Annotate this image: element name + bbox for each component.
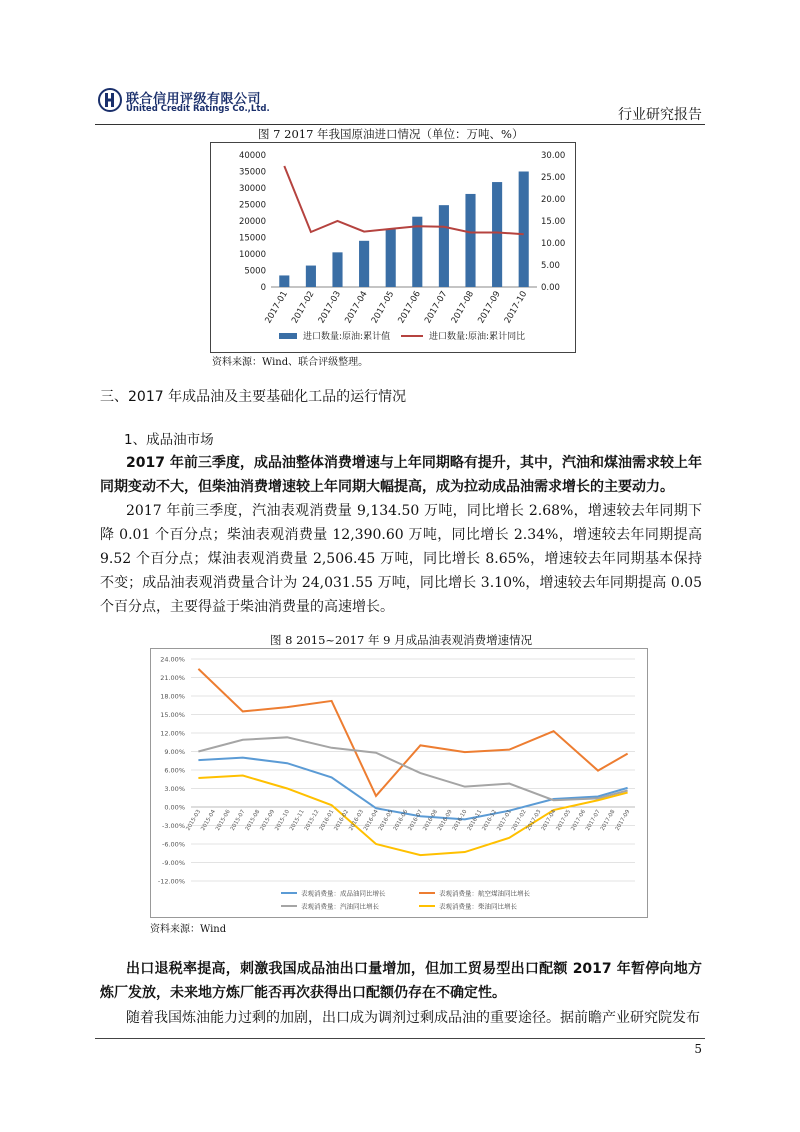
left-axis-tick: 25000 xyxy=(238,200,266,211)
x-axis-tick: 2016-03 xyxy=(348,809,365,832)
right-axis-tick: 25.00 xyxy=(541,173,566,183)
x-axis-tick: 2016-01 xyxy=(318,809,336,832)
x-axis-tick: 2017-02 xyxy=(511,809,528,832)
x-axis-tick: 2015-09 xyxy=(259,809,277,832)
bar-import-cumulative xyxy=(359,241,369,287)
bar-import-cumulative xyxy=(465,194,475,287)
x-axis-tick: 2016-09 xyxy=(437,809,454,832)
paragraph-summary: 2017 年前三季度，成品油整体消费增速与上年同期略有提升，其中，汽油和煤油需求较上年同期变动不大，但柴油消费增速较上年同期大幅提高，成为拉动成品油需求增长的主要动力。 xyxy=(100,455,702,495)
x-axis-tick: 2017-09 xyxy=(476,289,503,326)
legend-label-bar: 进口数量:原油:累计值 xyxy=(303,332,391,342)
x-axis-tick: 2015-06 xyxy=(215,809,232,832)
company-name-cn: 联合信用评级有限公司 xyxy=(126,92,262,107)
x-axis-tick: 2015-04 xyxy=(200,809,217,832)
company-name-en: United Credit Ratings Co.,Ltd. xyxy=(126,104,270,114)
legend-label-line: 进口数量:原油:累计同比 xyxy=(429,332,526,342)
x-axis-tick: 2017-01 xyxy=(263,289,290,326)
left-axis-tick: 30000 xyxy=(238,184,266,194)
left-axis-tick: 35000 xyxy=(238,167,266,178)
y-axis-tick: 3.00% xyxy=(164,785,185,793)
x-axis-tick: 2015-11 xyxy=(289,809,306,832)
left-axis-tick: 10000 xyxy=(238,250,266,260)
x-axis-tick: 2017-02 xyxy=(290,289,317,326)
y-axis-tick: -6.00% xyxy=(162,840,185,849)
y-axis-tick: -12.00% xyxy=(157,877,185,886)
right-axis-tick: 30.00 xyxy=(541,151,566,161)
y-axis-tick: 6.00% xyxy=(164,766,185,775)
right-axis-tick: 5.00 xyxy=(541,261,560,271)
paragraph-consumption: 2017 年前三季度，汽油表观消费量 9,134.50 万吨，同比增长 2.68%，增速较去年同期下降 0.01 个百分点；柴油表观消费量 12,390.60 万吨，同比增长 2.34%，增速较去年同期提高 9.52 个百分点；煤油表观消费量 2,506.45 万吨，同比增长 8.65%，增速较去年同期基本保持不变；成品油表观消费量合计为 24,031.55 万吨，同比增长 3.10%，增速较去年同期提高 0.05 个百分点，主要得益于柴油消费量的高速增长。 xyxy=(100,503,702,615)
right-axis-tick: 15.00 xyxy=(541,217,566,227)
figure7-title: 图 7 2017 年我国原油进口情况（单位：万吨、%） xyxy=(258,127,524,141)
figure8-chart xyxy=(151,649,647,917)
series-line xyxy=(198,669,627,796)
left-axis-tick: 40000 xyxy=(238,151,266,161)
right-axis-tick: 0.00 xyxy=(541,283,560,293)
paragraph-refining: 随着我国炼油能力过剩的加剧，出口成为调剂过剩成品油的重要途径。据前瞻产业研究院发布 xyxy=(126,1010,700,1026)
header-divider xyxy=(95,124,705,125)
footer-divider xyxy=(95,1038,705,1039)
x-axis-tick: 2017-09 xyxy=(614,809,632,832)
x-axis-tick: 2016-11 xyxy=(466,809,484,832)
x-axis-tick: 2017-05 xyxy=(555,809,573,832)
x-axis-tick: 2017-08 xyxy=(599,809,617,832)
section-heading: 三、2017 年成品油及主要基础化工品的运行情况 xyxy=(100,389,407,405)
legend-label: 表观消费量：航空煤油同比增长 xyxy=(439,889,530,898)
x-axis-tick: 2016-04 xyxy=(363,809,380,832)
x-axis-tick: 2015-08 xyxy=(244,809,262,832)
bar-import-cumulative xyxy=(332,252,342,287)
x-axis-tick: 2017-03 xyxy=(525,809,543,832)
figure7-source: 资料来源：Wind、联合评级整理。 xyxy=(212,357,369,368)
x-axis-tick: 2016-08 xyxy=(422,809,439,832)
x-axis-tick: 2016-05 xyxy=(377,809,395,832)
x-axis-tick: 2017-08 xyxy=(449,289,477,326)
figure8-source: 资料来源：Wind xyxy=(150,924,227,935)
x-axis-tick: 2016-12 xyxy=(481,809,499,832)
bar-import-cumulative xyxy=(306,266,316,287)
legend-label: 表观消费量：成品油同比增长 xyxy=(301,889,386,898)
company-logo-icon xyxy=(98,88,122,112)
x-axis-tick: 2016-02 xyxy=(333,809,351,832)
x-axis-tick: 2016-06 xyxy=(392,809,410,832)
y-axis-tick: 24.00% xyxy=(160,655,185,664)
x-axis-tick: 2017-10 xyxy=(502,289,530,326)
y-axis-tick: 15.00% xyxy=(160,711,185,719)
right-axis-tick: 10.00 xyxy=(541,239,566,249)
x-axis-tick: 2017-07 xyxy=(585,809,602,832)
line-import-yoy xyxy=(284,166,523,234)
x-axis-tick: 2017-05 xyxy=(369,289,397,326)
x-axis-tick: 2015-12 xyxy=(303,809,321,832)
x-axis-tick: 2016-07 xyxy=(407,809,425,832)
x-axis-tick: 2017-06 xyxy=(570,809,587,832)
left-axis-tick: 20000 xyxy=(238,217,266,227)
bar-import-cumulative xyxy=(386,229,396,287)
subsection-heading: 1、成品油市场 xyxy=(124,432,214,448)
y-axis-tick: -3.00% xyxy=(162,822,185,830)
y-axis-tick: -9.00% xyxy=(162,859,185,867)
x-axis-tick: 2015-03 xyxy=(185,809,203,832)
legend-swatch-bar xyxy=(279,333,297,339)
report-type: 行业研究报告 xyxy=(618,107,702,123)
x-axis-tick: 2017-04 xyxy=(540,809,558,832)
left-axis-tick: 5000 xyxy=(244,266,266,277)
figure8-chart-frame xyxy=(150,648,648,918)
y-axis-tick: 21.00% xyxy=(160,674,185,682)
y-axis-tick: 0.00% xyxy=(164,803,185,812)
x-axis-tick: 2017-07 xyxy=(423,289,450,326)
bar-import-cumulative xyxy=(439,205,449,287)
y-axis-tick: 12.00% xyxy=(160,729,185,738)
x-axis-tick: 2017-01 xyxy=(496,809,513,832)
left-axis-tick: 15000 xyxy=(238,233,266,244)
right-axis-tick: 20.00 xyxy=(541,195,566,205)
left-axis-tick: 0 xyxy=(260,283,266,293)
y-axis-tick: 9.00% xyxy=(164,748,185,756)
x-axis-tick: 2015-10 xyxy=(274,809,291,832)
x-axis-tick: 2015-07 xyxy=(229,809,247,832)
legend-label: 表观消费量：柴油同比增长 xyxy=(439,902,517,911)
page-number: 5 xyxy=(694,1042,702,1056)
series-line xyxy=(198,737,627,800)
x-axis-tick: 2017-06 xyxy=(396,289,423,326)
paragraph-export: 出口退税率提高，刺激我国成品油出口量增加，但加工贸易型出口配额 2017 年暂停向地方炼厂发放，未来地方炼厂能否再次获得出口配额仍存在不确定性。 xyxy=(100,961,702,1001)
figure8-title: 图 8 2015~2017 年 9 月成品油表观消费增速情况 xyxy=(270,633,533,647)
legend-label: 表观消费量：汽油同比增长 xyxy=(301,902,379,911)
bar-import-cumulative xyxy=(279,275,289,287)
x-axis-tick: 2017-03 xyxy=(316,289,344,326)
x-axis-tick: 2016-10 xyxy=(451,809,469,832)
figure7-chart xyxy=(211,143,575,352)
figure7-chart-frame xyxy=(210,142,576,353)
x-axis-tick: 2017-04 xyxy=(343,289,370,326)
bar-import-cumulative xyxy=(492,182,502,287)
y-axis-tick: 18.00% xyxy=(160,692,185,701)
bar-import-cumulative xyxy=(519,172,529,288)
